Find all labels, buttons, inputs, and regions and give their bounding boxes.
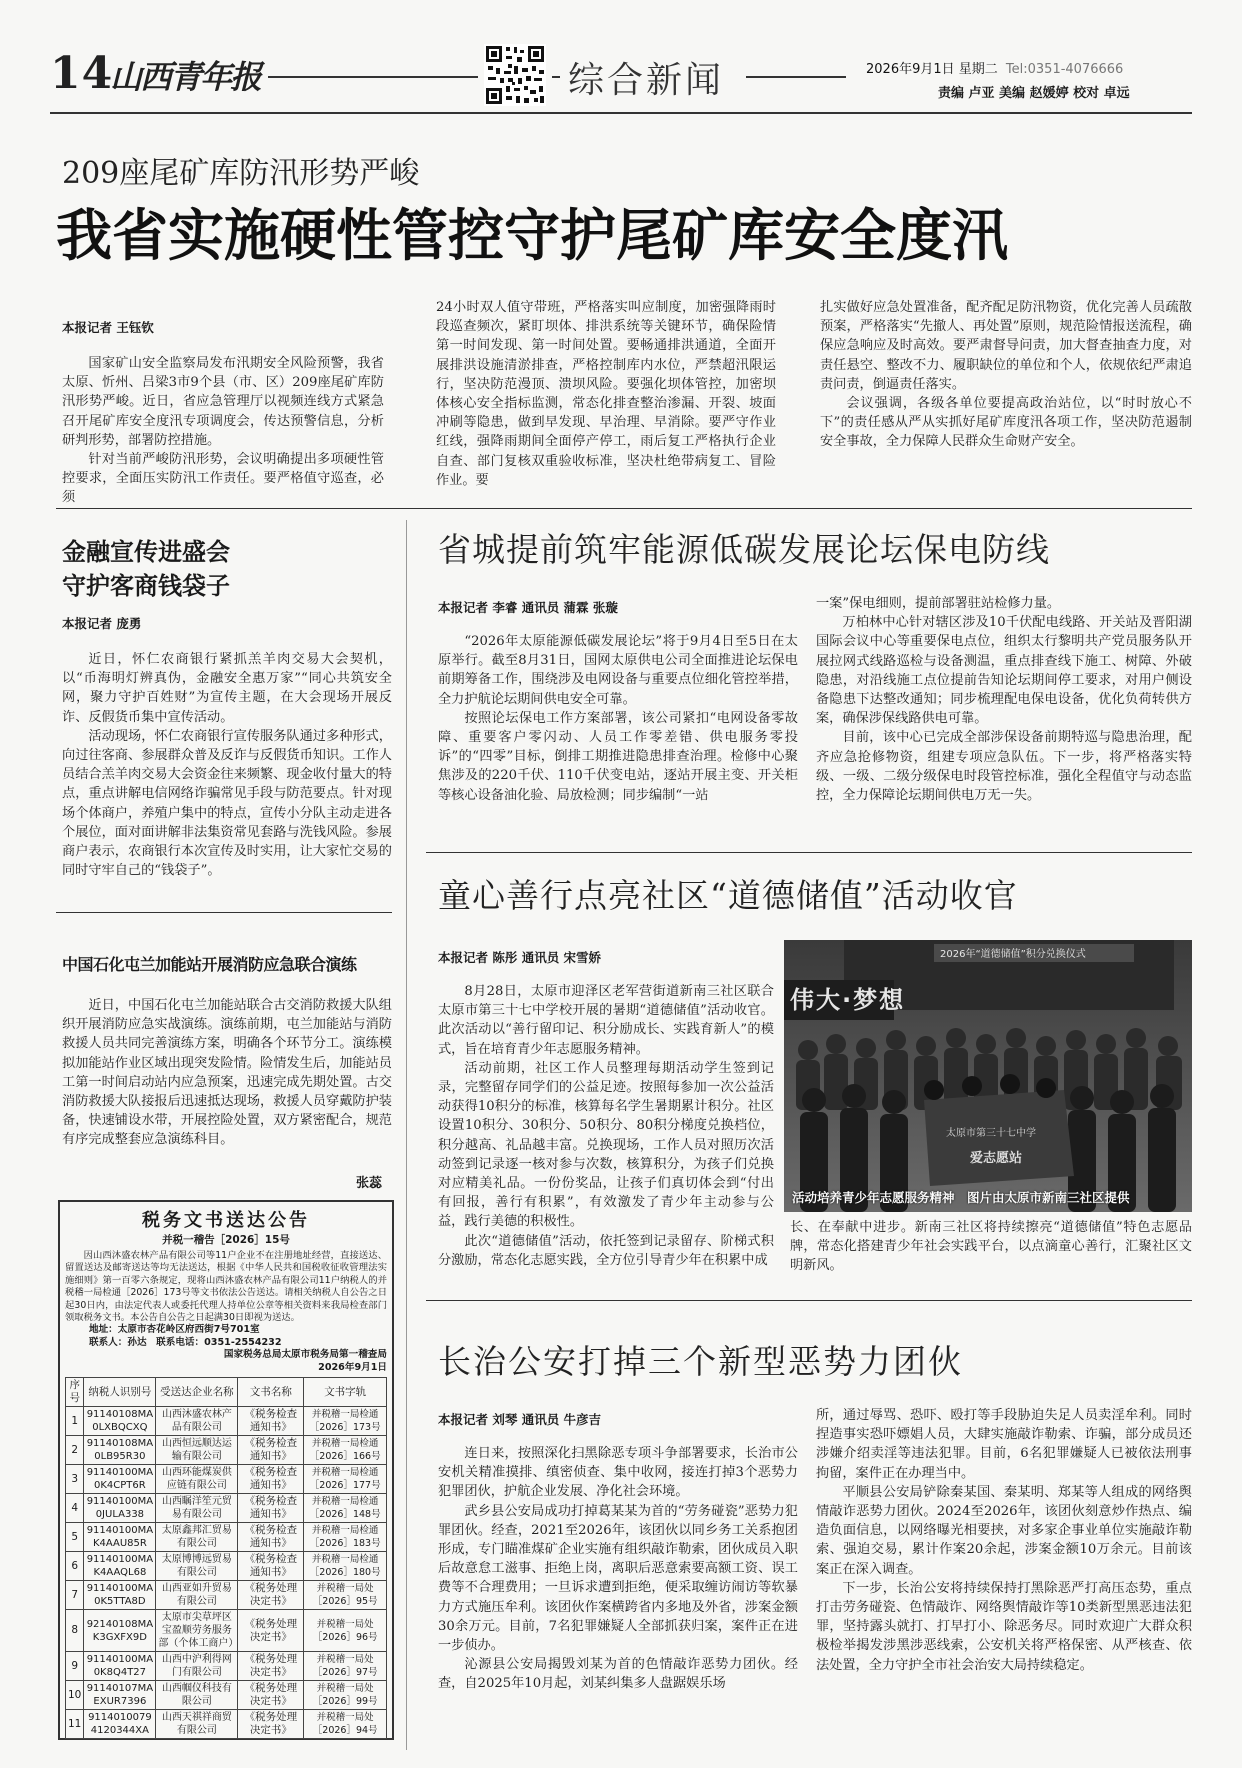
paper-logo: 山西青年报 xyxy=(110,58,261,96)
lead-bottom-rule xyxy=(56,508,1192,509)
tax-cell-no: 9 xyxy=(66,1652,84,1681)
lead-col2-p1: 24小时双人值守带班，严格落实叫应制度，加密强降雨时段巡查频次，紧盯坝体、排洪系统等关键环节，确保险情第一时间发现、第一时间处置。要畅通排洪通道，全面开展排洪设施清淤排查，严格控制库内水位，严禁超汛限运行，坚决防范漫顶、溃坝风险。要强化坝体管控，加密坝体核心安全指标监测，常态化排查整治渗漏、开裂、坡面冲刷等隐患，做到早发现、早治理、早消除。要严守作业红线，强降雨期间全面停产停工，雨后复工严格执行企业自查、部门复核双重验收标准，坚决杜绝带病复工、冒险作业。要 xyxy=(436,300,776,488)
power-col2-p2: 万柏林中心针对辖区涉及10千伏配电线路、开关站及晋阳湖国际会议中心等重要保电点位，组织太行黎明共产党员服务队开展拉网式线路巡检与设备测温，重点排查线下施工、树障、外破隐患，对沿线施工点位提前告知论坛期间停工要求，对用户侧设备隐患下达整改通知；同步梳理配电保电设备，优化负荷转供方案，确保涉保线路供电可靠。 xyxy=(816,615,1192,727)
moral-p3: 此次“道德储值”活动，依托签到记录留存、阶梯式积分激励，常态化志愿实践，全方位引导青少年在积累中成 xyxy=(438,1233,774,1268)
tax-cell-doc: 《税务处理决定书》 xyxy=(238,1610,304,1652)
power-col1-p2: 按照论坛保电工作方案部署，该公司紧扣“电网设备零故障、重要客户零闪动、人员工作零差错、供电服务零投诉”的“四零”目标，倒排工期推进隐患排查治理。检修中心聚焦涉及的220千伏、110千伏变电站，逐站开展主变、开关柜等核心设备油化验、局放检测；同步编制“一站 xyxy=(438,710,798,803)
tax-cell-id: 91140100MAK4AAU85R xyxy=(84,1523,156,1552)
tax-cell-no: 11 xyxy=(66,1710,84,1739)
petro-p1: 近日，中国石化屯兰加能站联合古交消防救援大队组织开展消防应急实战演练。演练前期，屯兰加能站与消防救援人员共同完善演练方案，明确各个环节分工。演练模拟加能站作业区域出现突发险情。险情发生后，加能站员工第一时间启动站内应急预案，迅速完成先期处置。古交消防救援大队接报后迅速抵达现场，救援人员穿戴防护装备，快速铺设水带，开展控险处置，双方紧密配合，规范有序完成整套应急演练科目。 xyxy=(62,998,392,1148)
tax-table-body xyxy=(66,1407,387,1739)
tax-cell-doc: 《税务处理决定书》 xyxy=(238,1581,304,1610)
moral-body xyxy=(438,982,774,1270)
power-col2-p3: 目前，该中心已完成全部涉保设备前期特巡与隐患治理，配齐应急抢修物资，组建专项应急队伍。下一步，将严格落实特级、一级、二级分级保电时段管控标准，强化全程值守与动态监控，全力保障论坛期间供电万无一失。 xyxy=(816,730,1192,804)
tax-cell-doc: 《税务检查通知书》 xyxy=(238,1465,304,1494)
power-col2 xyxy=(816,594,1192,805)
power-byline: 本报记者 李睿 通讯员 蒲霖 张璇 xyxy=(438,600,618,615)
tax-cell-ref: 并税稽一局检通［2026］183号 xyxy=(304,1523,387,1552)
tax-cell-doc: 《税务处理决定书》 xyxy=(238,1681,304,1710)
qr-code-icon xyxy=(484,44,546,106)
tax-col-doc: 文书名称 xyxy=(238,1378,304,1407)
tax-cell-doc: 《税务检查通知书》 xyxy=(238,1407,304,1436)
police-col1 xyxy=(438,1444,798,1694)
moral-p4: 长、在奉献中进步。新南三社区将持续擦亮“道德储值”特色志愿品牌，常态化搭建青少年社会实践平台，以点滴童心善行，汇聚社区文明新风。 xyxy=(790,1220,1192,1274)
finance-headline-1: 金融宣传进盛会 xyxy=(62,537,230,566)
tax-cell-doc: 《税务检查通知书》 xyxy=(238,1494,304,1523)
tax-cell-ref: 并税稽一局检通［2026］177号 xyxy=(304,1465,387,1494)
left-column-divider xyxy=(406,520,407,1750)
power-col2-p1: 一案”保电细则，提前部署驻站检修力量。 xyxy=(816,596,1061,611)
moral-headline: 童心善行点亮社区“道德储值”活动收官 xyxy=(438,876,1018,915)
tax-cell-no: 1 xyxy=(66,1407,84,1436)
police-col1-p3: 沁源县公安局揭毁刘某为首的色情敲诈恶势力团伙。经查，自2025年10月起，刘某纠集多人盘踞娱乐场 xyxy=(438,1657,798,1692)
tax-cell-ref: 并税稽一局处［2026］94号 xyxy=(304,1710,387,1739)
tax-cell-id: 91140100MAK4AAQL68 xyxy=(84,1552,156,1581)
tax-col-ref: 文书字轨 xyxy=(304,1378,387,1407)
group-photo-image xyxy=(784,940,1192,1212)
lead-byline: 本报记者 王钰钦 xyxy=(62,320,154,335)
lead-col3-p2: 会议强调，各级各单位要提高政治站位，以“时时放心不下”的责任感从严从实抓好尾矿库度汛各项工作，坚决防范遏制安全事故，全力保障人民群众生命财产安全。 xyxy=(820,396,1192,450)
petro-signature: 张蕊 xyxy=(356,1176,383,1191)
tax-cell-name: 山西环能煤炭供应链有限公司 xyxy=(156,1465,238,1494)
tax-cell-name: 山西中沪利得网门有限公司 xyxy=(156,1652,238,1681)
tax-subtitle: 并税一稽告［2026］15号 xyxy=(162,1234,290,1246)
petro-headline: 中国石化屯兰加能站开展消防应急联合演练 xyxy=(62,955,357,974)
lead-col1-p1: 国家矿山安全监察局发布汛期安全风险预警，我省太原、忻州、吕梁3市9个县（市、区）209座尾矿库防汛形势严峻。近日，省应急管理厅以视频连线方式紧急召开尾矿库安全度汛专项调度会，传达预警信息，分析研判形势，部署防控措施。 xyxy=(62,356,384,448)
police-col2 xyxy=(816,1406,1192,1675)
tax-cell-no: 8 xyxy=(66,1610,84,1652)
moral-byline: 本报记者 陈彤 通讯员 宋雪娇 xyxy=(438,950,602,965)
tax-cell-doc: 《税务检查通知书》 xyxy=(238,1523,304,1552)
tax-cell-id: 91140108MA0LXBQCXQ xyxy=(84,1407,156,1436)
moral-p1: 8月28日，太原市迎泽区老军营街道新南三社区联合太原市第三十七中学校开展的暑期“道德储值”活动收官。此次活动以“善行留印记、积分励成长、实践育新人”的模式，旨在培育青少年志愿服务精神。 xyxy=(438,984,774,1057)
tax-cell-ref: 并税稽一局检通［2026］166号 xyxy=(304,1436,387,1465)
tax-cell-no: 7 xyxy=(66,1581,84,1610)
police-col2-p2: 平顺县公安局铲除秦某国、秦某明、郑某等人组成的网络舆情敲诈恶势力团伙。2024至2026年，该团伙刻意炒作热点、编造负面信息，以网络曝光相要挟，对多家企事业单位实施敲诈勒索、强迫交易，累计作案20余起，涉案金额10万余元。目前该案正在深入调查。 xyxy=(816,1484,1192,1577)
power-col1-p1: “2026年太原能源低碳发展论坛”将于9月4日至5日在太原举行。截至8月31日，国网太原供电公司全面推进论坛保电前期筹备工作，围绕涉及电网设备与重要点位细化管控举措，全力护航论坛期间供电安全可靠。 xyxy=(438,634,798,707)
power-bottom-rule xyxy=(426,852,1192,853)
tax-table-row xyxy=(66,1523,387,1552)
section-title: 综合新闻 xyxy=(568,60,725,101)
tax-cell-name: 山西恒远顺达运输有限公司 xyxy=(156,1436,238,1465)
tax-table-row xyxy=(66,1652,387,1681)
finance-headline-2: 守护客商钱袋子 xyxy=(62,571,230,600)
tax-table xyxy=(65,1377,387,1739)
police-byline: 本报记者 刘琴 通讯员 牛彦吉 xyxy=(438,1412,602,1427)
masthead-rule-mid xyxy=(552,76,560,78)
police-col2-p3: 下一步，长治公安将持续保持打黑除恶严打高压态势，重点打击劳务碰瓷、色情敲诈、网络舆情敲诈等10类新型黑恶违法犯罪，坚持露头就打、打早打小、除恶务尽。同时欢迎广大群众积极检举揭发涉黑涉恶线索，公安机关将严格保密、从严核查、依法处置，全力守护全市社会治安大局持续稳定。 xyxy=(816,1580,1192,1673)
power-headline-display: 省城提前筑牢能源低碳发展论坛保电防线 xyxy=(438,530,1050,569)
tax-col-id: 纳税人识别号 xyxy=(84,1378,156,1407)
tax-cell-ref: 并税稽一局处［2026］95号 xyxy=(304,1581,387,1610)
police-headline: 长治公安打掉三个新型恶势力团伙 xyxy=(438,1342,963,1381)
tax-cell-no: 3 xyxy=(66,1465,84,1494)
masthead-underline xyxy=(50,112,1192,114)
tax-table-row xyxy=(66,1494,387,1523)
tax-table-row xyxy=(66,1610,387,1652)
moral-p2: 活动前期，社区工作人员整理每期活动学生签到记录，完整留存同学们的公益足迹。按照每参加一次公益活动获得10积分的标准，核算每名学生暑期累计积分。社区设置10积分、30积分、50积分、80积分梯度兑换档位，积分越高、礼品越丰富。兑换现场，工作人员对照历次活动签到记录逐一核对参与次数，核算积分，为孩子们兑换对应精美礼品。一份份奖品，让孩子们真切体会到“付出有回报，善行有积累”，有效激发了青少年主动参与公益，践行美德的积极性。 xyxy=(438,1060,774,1230)
tax-cell-ref: 并税稽一局检通［2026］148号 xyxy=(304,1494,387,1523)
lead-col2 xyxy=(436,298,776,490)
date-line: 2026年9月1日 星期二 xyxy=(866,62,998,77)
tax-cell-name: 太原鑫邦汇贸易有限公司 xyxy=(156,1523,238,1552)
police-col1-p2: 武乡县公安局成功打掉葛某某为首的“劳务碰瓷”恶势力犯罪团伙。经查，2021至2026年，该团伙以同乡务工关系抱团形成，专门瞄准煤矿企业实施有组织敲诈勒索，团伙成员入职后故意怠工滋事、拒绝上岗，离职后恶意索要高额工资、误工费等不合理费用；一旦诉求遭到拒绝，便采取缠访闹访等软暴力方式施压牟利。该团伙作案横跨省内多地及外省，涉案金额30余万元。目前，7名犯罪嫌疑人全部抓获归案，案件正在进一步侦办。 xyxy=(438,1503,798,1654)
lead-headline: 我省实施硬性管控守护尾矿库安全度汛 xyxy=(56,203,1008,269)
tax-date: 2026年9月1日 xyxy=(318,1361,387,1373)
tax-table-row xyxy=(66,1710,387,1739)
lead-col1-p2: 针对当前严峻防汛形势，会议明确提出多项硬性管控要求，全面压实防汛工作责任。要严格值守巡查，必须 xyxy=(62,452,384,506)
finance-byline: 本报记者 庞勇 xyxy=(62,616,142,631)
tax-contact: 联系人：孙达 联系电话：0351-2554232 xyxy=(89,1336,282,1348)
tax-table-header xyxy=(66,1378,387,1407)
tax-cell-name: 山西沐盛农林产品有限公司 xyxy=(156,1407,238,1436)
tax-cell-ref: 并税稽一局处［2026］97号 xyxy=(304,1652,387,1681)
masthead-rule-right xyxy=(746,76,846,78)
masthead xyxy=(0,0,1242,120)
power-col1 xyxy=(438,632,798,805)
moral-bottom-rule xyxy=(426,1300,1192,1301)
lead-col1 xyxy=(62,354,384,508)
svg-text:伟大·梦想: 伟大·梦想 xyxy=(790,986,906,1014)
tax-cell-doc: 《税务检查通知书》 xyxy=(238,1552,304,1581)
tax-cell-name: 山西亚如升贸易有限公司 xyxy=(156,1581,238,1610)
tax-cell-doc: 《税务检查通知书》 xyxy=(238,1436,304,1465)
tax-table-row xyxy=(66,1407,387,1436)
flag-text-left: 太原市第三十七中学 xyxy=(946,1128,1036,1139)
lead-col3 xyxy=(820,298,1192,452)
tax-cell-id: 91140100MA0K4CPT6R xyxy=(84,1465,156,1494)
tax-col-no: 序号 xyxy=(66,1378,84,1407)
tax-cell-id: 92140108MAK3GXFX9D xyxy=(84,1610,156,1652)
moral-photo xyxy=(784,940,1192,1212)
tax-cell-ref: 并税稽一局检通［2026］180号 xyxy=(304,1552,387,1581)
tax-table-row xyxy=(66,1581,387,1610)
photo-caption: 活动培养青少年志愿服务精神 图片由太原市新南三社区提供 xyxy=(792,1190,1130,1205)
tax-title: 税务文书送达公告 xyxy=(142,1210,310,1231)
tax-cell-name: 山西瞩洋笙元贸易有限公司 xyxy=(156,1494,238,1523)
finance-p1: 近日，怀仁农商银行紧抓羔羊肉交易大会契机，以“币海明灯辨真伪，金融安全惠万家”“同心共筑安全网，聚力守护百姓财”为宣传主题，在大会现场开展反诈、反假货币集中宣传活动。 xyxy=(62,652,392,725)
police-col2-p1: 所，通过辱骂、恐吓、殴打等手段胁迫失足人员卖淫牟利。同时捏造事实恐吓嫖娼人员，大肆实施敲诈勒索、诈骗，部分成员还涉嫌介绍卖淫等违法犯罪。目前，6名犯罪嫌疑人已被依法刑事拘留，案件正在办理当中。 xyxy=(816,1408,1192,1481)
tax-cell-doc: 《税务处理决定书》 xyxy=(238,1710,304,1739)
tax-cell-name: 山西天祺祥商贸有限公司 xyxy=(156,1710,238,1739)
tax-body: 因山西沐盛农林产品有限公司等11户企业不在注册地址经营，直接送达、留置送达及邮寄送达等均无法送达，根据《中华人民共和国税收征收管理法实施细则》第一百零六条规定，现将山西沐盛农林产品有限公司11户纳税人的并税稽一局检通［2026］173号等文书依法公告送达。请相关纳税人自公告之日起30日内，由法定代表人或委托代理人持单位公章等相关资料来我局检查部门领取税务文书。本公告自公告之日起满30日即视为送达。 xyxy=(65,1250,387,1324)
finance-body xyxy=(62,650,392,880)
tax-cell-no: 5 xyxy=(66,1523,84,1552)
tax-cell-id: 91140100794120344XA xyxy=(84,1710,156,1739)
tax-cell-no: 2 xyxy=(66,1436,84,1465)
tax-cell-no: 4 xyxy=(66,1494,84,1523)
svg-text:爱志愿站: 爱志愿站 xyxy=(970,1151,1023,1166)
tel-line: Tel:0351-4076666 xyxy=(1005,62,1124,77)
tax-notice xyxy=(58,1200,394,1740)
tax-cell-id: 91140100MA0K8Q4T27 xyxy=(84,1652,156,1681)
masthead-date xyxy=(866,58,1123,77)
tax-cell-no: 10 xyxy=(66,1681,84,1710)
tax-issuer: 国家税务总局太原市税务局第一稽查局 xyxy=(223,1349,387,1361)
tax-cell-ref: 并税稽一局检通［2026］173号 xyxy=(304,1407,387,1436)
tax-table-row xyxy=(66,1552,387,1581)
tax-cell-id: 91140100MA0JULA338 xyxy=(84,1494,156,1523)
tax-cell-ref: 并税稽一局处［2026］96号 xyxy=(304,1610,387,1652)
lead-kicker: 209座尾矿库防汛形势严峻 xyxy=(62,156,420,191)
tax-cell-doc: 《税务处理决定书》 xyxy=(238,1652,304,1681)
tax-cell-no: 6 xyxy=(66,1552,84,1581)
tax-cell-name: 太原博博远贸易有限公司 xyxy=(156,1552,238,1581)
tax-cell-id: 91140108MA0LB95R30 xyxy=(84,1436,156,1465)
tax-address: 地址：太原市杏花岭区府西街7号701室 xyxy=(89,1324,260,1336)
tax-table-row xyxy=(66,1436,387,1465)
masthead-rule-left xyxy=(268,76,478,78)
moral-after-photo xyxy=(790,1218,1192,1276)
tax-cell-id: 91140107MAEXUR7396 xyxy=(84,1681,156,1710)
tax-cell-id: 91140100MA0K5TTA8D xyxy=(84,1581,156,1610)
tax-table-row xyxy=(66,1681,387,1710)
tax-cell-name: 太原市尖草坪区宝盈顺劳务服务部（个体工商户） xyxy=(156,1610,238,1652)
tax-cell-ref: 并税稽一局处［2026］99号 xyxy=(304,1681,387,1710)
finance-bottom-rule xyxy=(56,912,392,913)
editor-credits: 责编 卢亚 美编 赵媛婷 校对 卓远 xyxy=(938,86,1130,101)
tax-cell-name: 山西帼仪科技有限公司 xyxy=(156,1681,238,1710)
police-col1-p1: 连日来，按照深化扫黑除恶专项斗争部署要求，长治市公安机关精准摸排、缜密侦查、集中收网，接连打掉3个恶势力犯罪团伙，护航企业发展、净化社会环境。 xyxy=(438,1446,798,1500)
petro-body xyxy=(62,996,392,1150)
lead-col3-p1: 扎实做好应急处置准备，配齐配足防汛物资，优化完善人员疏散预案，严格落实“先撤人、再处置”原则，规范险情报送流程，确保应急响应及时高效。要严肃督导问责，加大督查抽查力度，对责任悬空、整改不力、履职缺位的单位和个人，依规依纪严肃追责问责，倒逼责任落实。 xyxy=(820,300,1192,392)
photo-banner-text: 2026年“道德储值”积分兑换仪式 xyxy=(940,949,1086,960)
tax-table-row xyxy=(66,1465,387,1494)
finance-p2: 活动现场，怀仁农商银行宣传服务队通过多种形式，向过往客商、参展群众普及反诈与反假货币知识。工作人员结合羔羊肉交易大会资金往来频繁、现金收付量大的特点，重点讲解电信网络诈骗常见手段与防范要点。针对现场个体商户，养殖户集中的特点，宣传小分队主动走进各个展位，面对面讲解非法集资常见套路与洗钱风险。参展商户表示，农商银行本次宣传及时实用，让大家忙交易的同时守牢自己的“钱袋子”。 xyxy=(62,728,392,879)
page-number: 14 xyxy=(50,48,114,99)
tax-col-name: 受送达企业名称 xyxy=(156,1378,238,1407)
